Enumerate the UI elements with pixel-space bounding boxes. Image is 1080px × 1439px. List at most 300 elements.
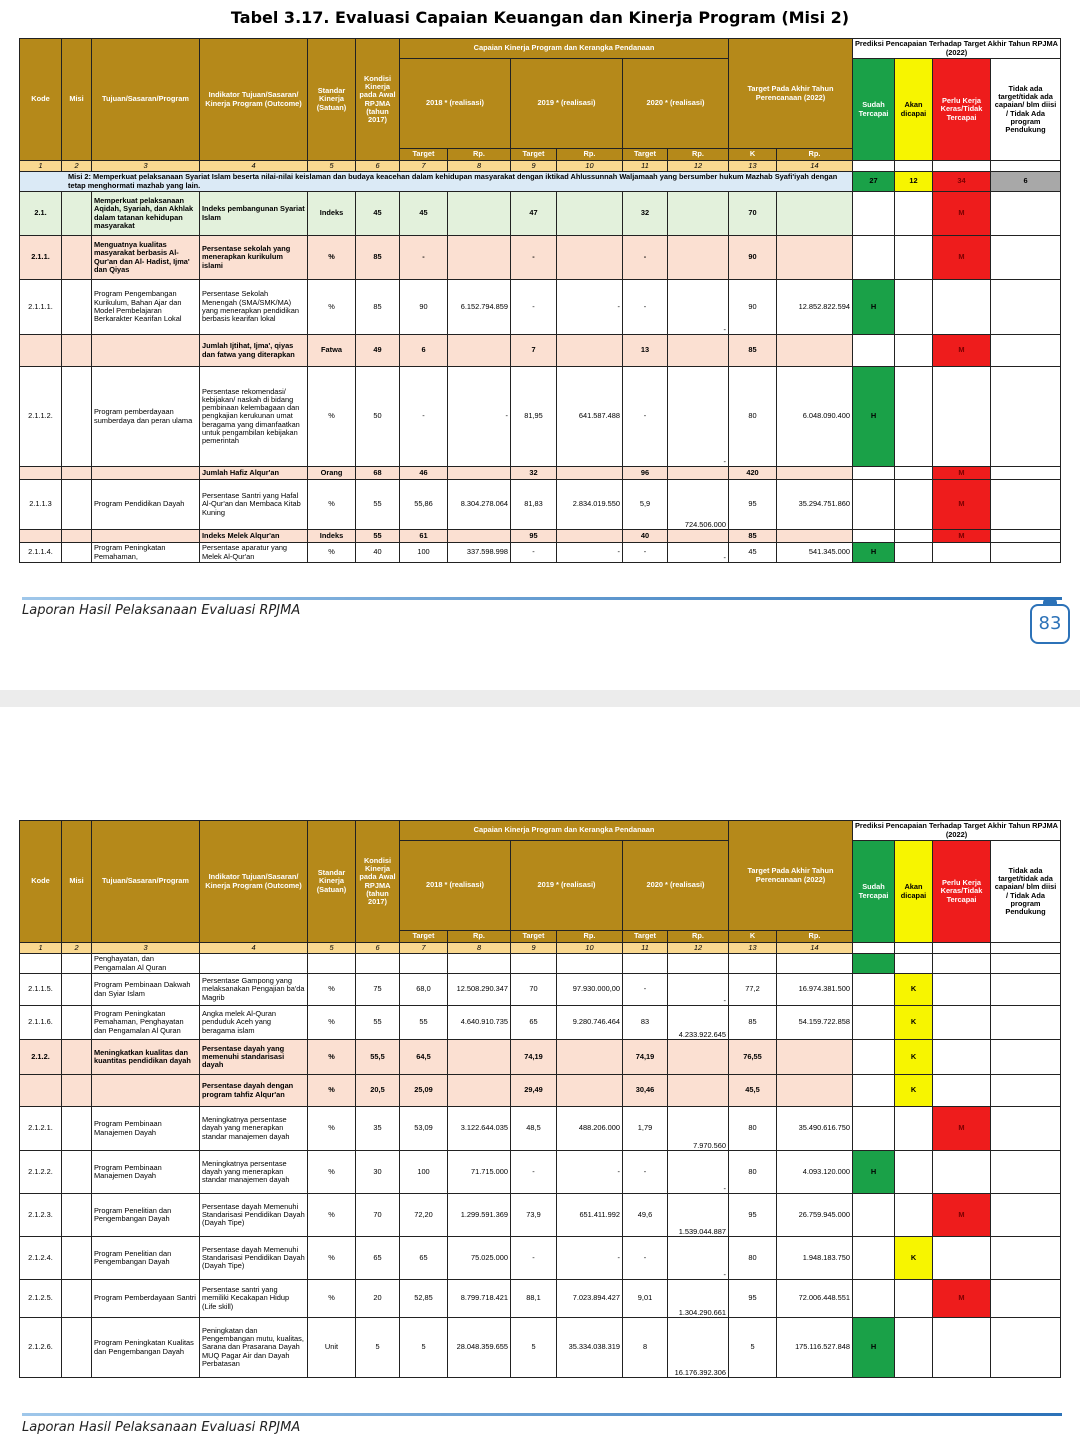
cell-target-2018: 5 [400, 1318, 448, 1378]
header-k: K [729, 931, 777, 943]
status-akan-dicapai [895, 236, 933, 280]
footer-text: Laporan Hasil Pelaksanaan Evaluasi RPJMA [22, 1420, 301, 1435]
cell-rp-2019: 7.023.894.427 [557, 1280, 623, 1318]
cell-target-akhir-rp [777, 192, 853, 236]
table-row [20, 1075, 1061, 1107]
status-akan-dicapai [895, 367, 933, 467]
status-perlu-kerja-keras: M [933, 192, 991, 236]
cell-tujuan: Program Peningkatan Pemahaman, [92, 543, 200, 563]
cell-indikator: Peningkatan dan Pengembangan mutu, kualitas, Sarana dan Prasarana Dayah MUQ Pagar Air dan Dayah Perbatasan [200, 1318, 308, 1378]
cell-target-akhir-rp [777, 236, 853, 280]
cell-rp-2020: 16.176.392.306 [668, 1318, 729, 1378]
status-akan-dicapai [895, 1107, 933, 1151]
cell-target-2019: 7 [511, 335, 557, 367]
cell-target-2020 [623, 954, 668, 974]
cell-indikator: Persentase dayah Memenuhi Standarisasi Pendidikan Dayah (Dayah Tipe) [200, 1194, 308, 1237]
cell-tujuan: Program Pembinaan Manajemen Dayah [92, 1151, 200, 1194]
cell-kondisi-awal: 85 [356, 280, 400, 335]
cell-target-akhir-k: 45,5 [729, 1075, 777, 1107]
column-number: 14 [777, 943, 853, 954]
status-sudah-tercapai [853, 192, 895, 236]
status-sudah-tercapai [853, 1040, 895, 1075]
status-akan-dicapai [895, 1280, 933, 1318]
cell-target-2019: 65 [511, 1006, 557, 1040]
cell-target-akhir-k: 80 [729, 367, 777, 467]
column-number-blank [895, 943, 933, 954]
cell-tujuan: Memperkuat pelaksanaan Aqidah, Syariah, dan Akhlak dalam tatanan kehidupan masyarakat [92, 192, 200, 236]
cell-tujuan: Program Pengembangan Kurikulum, Bahan Ajar dan Model Pembelajaran Berkarakter Kearifan Lokal [92, 280, 200, 335]
cell-rp-2018: 3.122.644.035 [448, 1107, 511, 1151]
cell-target-akhir-k: 85 [729, 1006, 777, 1040]
table-row [20, 1107, 1061, 1151]
evaluation-table-part-2 [19, 820, 1061, 1378]
cell-target-2020: 5,9 [623, 480, 668, 530]
header-perlu-kerja-keras: Perlu Kerja Keras/Tidak Tercapai [933, 59, 991, 161]
header-perlu-kerja-keras: Perlu Kerja Keras/Tidak Tercapai [933, 841, 991, 943]
cell-target-2018: 64,5 [400, 1040, 448, 1075]
cell-kode: 2.1.2. [20, 1040, 62, 1075]
cell-target-2020: 83 [623, 1006, 668, 1040]
status-tidak-ada [991, 1006, 1061, 1040]
cell-target-2020: 40 [623, 530, 668, 543]
cell-tujuan: Program Peningkatan Pemahaman, Penghayatan dan Pengamalan Al Quran [92, 1006, 200, 1040]
cell-target-akhir-rp: 54.159.722.858 [777, 1006, 853, 1040]
cell-kode: 2.1.1.1. [20, 280, 62, 335]
cell-target-2018: 6 [400, 335, 448, 367]
cell-satuan: % [308, 543, 356, 563]
status-sudah-tercapai [853, 1107, 895, 1151]
cell-indikator: Meningkatnya persentase dayah yang menerapkan standar manajemen dayah [200, 1107, 308, 1151]
cell-misi [62, 1280, 92, 1318]
status-perlu-kerja-keras [933, 367, 991, 467]
cell-kode [20, 954, 62, 974]
cell-target-2020: 96 [623, 467, 668, 480]
cell-indikator: Persentase rekomendasi/ kebijakan/ naskah di bidang pembinaan kelembagaan dan pengkajian kerukunan umat beragama yang dimanfaatkan untuk pengambilan kebijakan pemerintah [200, 367, 308, 467]
table-row [20, 280, 1061, 335]
header-prediksi: Prediksi Pencapaian Terhadap Target Akhir Tahun RPJMA (2022) [853, 821, 1061, 841]
column-number-blank [853, 161, 895, 172]
status-sudah-tercapai [853, 1237, 895, 1280]
cell-target-2018: 68,0 [400, 974, 448, 1006]
cell-target-2019: 47 [511, 192, 557, 236]
misi-2-statement: Misi 2: Memperkuat pelaksanaan Syariat Islam beserta nilai-nilai keislaman dan budaya keacehan dalam kehidupan masyarakat dengan iktikad Ahlussunnah Waljamaah yang bersumber hukum Mazhab Syafi'iyah dengan tetap menghormati mazhab yang lain. [20, 172, 853, 192]
status-perlu-kerja-keras: M [933, 1280, 991, 1318]
cell-target-2018: 52,85 [400, 1280, 448, 1318]
count-perlu-kerja-keras: 34 [933, 172, 991, 192]
cell-kondisi-awal: 35 [356, 1107, 400, 1151]
cell-rp-2018: 71.715.000 [448, 1151, 511, 1194]
cell-rp-2020 [668, 1040, 729, 1075]
column-number: 2 [62, 943, 92, 954]
cell-rp-2020 [668, 192, 729, 236]
column-number: 3 [92, 943, 200, 954]
header-2018: 2018 * (realisasi) [400, 59, 511, 149]
cell-target-2018 [400, 954, 448, 974]
header-2020: 2020 * (realisasi) [623, 59, 729, 149]
cell-target-2019: 81,83 [511, 480, 557, 530]
page-number: 83 [1030, 604, 1070, 644]
header-2019: 2019 * (realisasi) [511, 841, 623, 931]
column-number: 8 [448, 943, 511, 954]
cell-kode: 2.1.1.2. [20, 367, 62, 467]
cell-kode [20, 530, 62, 543]
cell-rp-2019 [557, 1040, 623, 1075]
cell-target-2020: - [623, 974, 668, 1006]
table-row [20, 974, 1061, 1006]
cell-rp-2018 [448, 954, 511, 974]
cell-kode: 2.1.1. [20, 236, 62, 280]
cell-misi [62, 1237, 92, 1280]
header-rp: Rp. [448, 149, 511, 161]
cell-target-akhir-k: 95 [729, 480, 777, 530]
column-number-blank [895, 161, 933, 172]
cell-rp-2020: 1.539.044.887 [668, 1194, 729, 1237]
status-tidak-ada [991, 1151, 1061, 1194]
cell-target-akhir-rp: 175.116.527.848 [777, 1318, 853, 1378]
column-number: 4 [200, 161, 308, 172]
column-number-blank [853, 943, 895, 954]
cell-target-2018: 72,20 [400, 1194, 448, 1237]
status-tidak-ada [991, 467, 1061, 480]
footer-line [22, 1413, 1062, 1416]
cell-misi [62, 974, 92, 1006]
cell-target-akhir-k: 45 [729, 543, 777, 563]
header-target-akhir: Target Pada Akhir Tahun Perencanaan (2022) [729, 821, 853, 931]
cell-target-2019 [511, 954, 557, 974]
status-tidak-ada [991, 1194, 1061, 1237]
cell-rp-2019: - [557, 543, 623, 563]
cell-satuan: % [308, 1194, 356, 1237]
cell-kode: 2.1.2.1. [20, 1107, 62, 1151]
status-akan-dicapai [895, 954, 933, 974]
footer-text: Laporan Hasil Pelaksanaan Evaluasi RPJMA [22, 603, 301, 618]
cell-target-2020: - [623, 1151, 668, 1194]
column-number: 5 [308, 161, 356, 172]
header-capaian: Capaian Kinerja Program dan Kerangka Pendanaan [400, 821, 729, 841]
cell-misi [62, 530, 92, 543]
cell-tujuan: Program Pendidikan Dayah [92, 480, 200, 530]
table-row [20, 335, 1061, 367]
cell-target-2019: 70 [511, 974, 557, 1006]
status-akan-dicapai: K [895, 1237, 933, 1280]
status-sudah-tercapai: H [853, 280, 895, 335]
column-number: 5 [308, 943, 356, 954]
column-number-blank [991, 161, 1061, 172]
cell-misi [62, 1151, 92, 1194]
cell-indikator: Persentase dayah dengan program tahfiz Alqur'an [200, 1075, 308, 1107]
cell-tujuan: Meningkatkan kualitas dan kuantitas pendidikan dayah [92, 1040, 200, 1075]
cell-rp-2020: - [668, 974, 729, 1006]
evaluation-table-part-1 [19, 38, 1061, 563]
cell-kondisi-awal: 45 [356, 192, 400, 236]
status-sudah-tercapai [853, 954, 895, 974]
status-tidak-ada [991, 1318, 1061, 1378]
status-tidak-ada [991, 1075, 1061, 1107]
cell-target-2019: 88,1 [511, 1280, 557, 1318]
cell-rp-2018 [448, 192, 511, 236]
table-row [20, 1006, 1061, 1040]
cell-rp-2018 [448, 530, 511, 543]
column-number: 10 [557, 943, 623, 954]
cell-kode: 2.1.2.2. [20, 1151, 62, 1194]
cell-indikator: Persentase dayah yang memenuhi standarisasi dayah [200, 1040, 308, 1075]
header-target-akhir: Target Pada Akhir Tahun Perencanaan (2022) [729, 39, 853, 149]
cell-target-akhir-k: 76,55 [729, 1040, 777, 1075]
cell-target-2020: - [623, 367, 668, 467]
table-row [20, 467, 1061, 480]
status-sudah-tercapai [853, 1194, 895, 1237]
cell-target-akhir-k: 90 [729, 280, 777, 335]
column-number: 4 [200, 943, 308, 954]
cell-satuan: % [308, 480, 356, 530]
table-row [20, 480, 1061, 530]
status-akan-dicapai [895, 192, 933, 236]
cell-rp-2019 [557, 530, 623, 543]
cell-kondisi-awal: 75 [356, 974, 400, 1006]
cell-target-2019: - [511, 1237, 557, 1280]
header-target: Target [511, 149, 557, 161]
status-tidak-ada [991, 236, 1061, 280]
header-rp: Rp. [668, 149, 729, 161]
header-tidak-ada: Tidak ada target/tidak ada capaian/ blm diisi / Tidak Ada program Pendukung [991, 59, 1061, 161]
column-number: 12 [668, 161, 729, 172]
cell-satuan: % [308, 1107, 356, 1151]
cell-kondisi-awal: 55 [356, 480, 400, 530]
status-sudah-tercapai [853, 467, 895, 480]
cell-tujuan: Program Pembinaan Manajemen Dayah [92, 1107, 200, 1151]
cell-target-2019: 48,5 [511, 1107, 557, 1151]
header-rp: Rp. [777, 931, 853, 943]
status-tidak-ada [991, 367, 1061, 467]
status-akan-dicapai: K [895, 974, 933, 1006]
header-kondisi: Kondisi Kinerja pada Awal RPJMA (tahun 2017) [356, 821, 400, 943]
status-tidak-ada [991, 543, 1061, 563]
cell-kondisi-awal: 49 [356, 335, 400, 367]
header-target: Target [400, 931, 448, 943]
cell-misi [62, 1040, 92, 1075]
status-sudah-tercapai [853, 236, 895, 280]
cell-tujuan: Program Penelitian dan Pengembangan Dayah [92, 1237, 200, 1280]
cell-misi [62, 1006, 92, 1040]
cell-rp-2020: - [668, 543, 729, 563]
header-target: Target [623, 149, 668, 161]
cell-kondisi-awal: 85 [356, 236, 400, 280]
cell-kode: 2.1.2.6. [20, 1318, 62, 1378]
count-akan-dicapai: 12 [895, 172, 933, 192]
cell-tujuan [92, 530, 200, 543]
cell-indikator: Jumlah Hafiz Alqur'an [200, 467, 308, 480]
cell-rp-2020: 4.233.922.645 [668, 1006, 729, 1040]
status-akan-dicapai [895, 1151, 933, 1194]
count-sudah-tercapai: 27 [853, 172, 895, 192]
cell-satuan: Indeks [308, 192, 356, 236]
cell-target-akhir-k: 70 [729, 192, 777, 236]
cell-rp-2018 [448, 335, 511, 367]
cell-tujuan: Program Pembinaan Dakwah dan Syiar Islam [92, 974, 200, 1006]
column-number: 13 [729, 943, 777, 954]
cell-indikator: Meningkatnya persentase dayah yang menerapkan standar manajemen dayah [200, 1151, 308, 1194]
cell-rp-2020 [668, 335, 729, 367]
status-perlu-kerja-keras [933, 1006, 991, 1040]
status-akan-dicapai: K [895, 1006, 933, 1040]
status-sudah-tercapai [853, 1006, 895, 1040]
cell-target-akhir-rp: 26.759.945.000 [777, 1194, 853, 1237]
cell-target-akhir-k: 90 [729, 236, 777, 280]
cell-tujuan: Program pemberdayaan sumberdaya dan peran ulama [92, 367, 200, 467]
table-row [20, 1280, 1061, 1318]
column-number: 1 [20, 161, 62, 172]
header-kondisi: Kondisi Kinerja pada Awal RPJMA (tahun 2017) [356, 39, 400, 161]
status-tidak-ada [991, 335, 1061, 367]
cell-satuan: Indeks [308, 530, 356, 543]
cell-rp-2020: - [668, 1151, 729, 1194]
cell-tujuan: Program Pemberdayaan Santri [92, 1280, 200, 1318]
status-perlu-kerja-keras [933, 1237, 991, 1280]
cell-tujuan: Program Peningkatan Kualitas dan Pengembangan Dayah [92, 1318, 200, 1378]
header-tidak-ada: Tidak ada target/tidak ada capaian/ blm diisi / Tidak Ada program Pendukung [991, 841, 1061, 943]
column-number: 11 [623, 943, 668, 954]
cell-rp-2020 [668, 467, 729, 480]
cell-target-2018: 65 [400, 1237, 448, 1280]
status-perlu-kerja-keras [933, 1075, 991, 1107]
column-number: 6 [356, 161, 400, 172]
cell-tujuan: Menguatnya kualitas masyarakat berbasis Al-Qur'an dan Al- Hadist, Ijma' dan Qiyas [92, 236, 200, 280]
cell-satuan: Unit [308, 1318, 356, 1378]
page-83 [0, 0, 1080, 690]
cell-target-2020: 74,19 [623, 1040, 668, 1075]
status-sudah-tercapai [853, 480, 895, 530]
status-tidak-ada [991, 530, 1061, 543]
cell-rp-2019 [557, 236, 623, 280]
cell-satuan: % [308, 1075, 356, 1107]
column-number: 7 [400, 943, 448, 954]
header-rp: Rp. [448, 931, 511, 943]
cell-satuan: % [308, 1040, 356, 1075]
status-tidak-ada [991, 974, 1061, 1006]
header-rp: Rp. [777, 149, 853, 161]
column-number: 11 [623, 161, 668, 172]
cell-misi [62, 367, 92, 467]
column-number: 7 [400, 161, 448, 172]
status-akan-dicapai [895, 1318, 933, 1378]
cell-misi [62, 543, 92, 563]
cell-rp-2019 [557, 192, 623, 236]
cell-rp-2020: - [668, 367, 729, 467]
cell-target-akhir-rp: 1.948.183.750 [777, 1237, 853, 1280]
status-akan-dicapai [895, 335, 933, 367]
table-row [20, 954, 1061, 974]
header-indikator: Indikator Tujuan/Sasaran/ Kinerja Program (Outcome) [200, 39, 308, 161]
table-row [20, 1318, 1061, 1378]
cell-target-akhir-rp: 16.974.381.500 [777, 974, 853, 1006]
status-sudah-tercapai [853, 1075, 895, 1107]
cell-target-2018: - [400, 367, 448, 467]
cell-rp-2019: - [557, 1151, 623, 1194]
cell-rp-2018: 337.598.998 [448, 543, 511, 563]
cell-target-akhir-k: 95 [729, 1280, 777, 1318]
cell-indikator: Persentase Sekolah Menengah (SMA/SMK/MA) yang menerapkan pendidikan berbasis kearifan lokal [200, 280, 308, 335]
status-perlu-kerja-keras: M [933, 530, 991, 543]
header-target: Target [400, 149, 448, 161]
status-sudah-tercapai [853, 974, 895, 1006]
column-number: 2 [62, 161, 92, 172]
cell-target-2018: 55,86 [400, 480, 448, 530]
table-row [20, 236, 1061, 280]
status-perlu-kerja-keras: M [933, 480, 991, 530]
cell-satuan: Fatwa [308, 335, 356, 367]
cell-target-2020: 30,46 [623, 1075, 668, 1107]
cell-indikator: Persentase dayah Memenuhi Standarisasi Pendidikan Dayah (Dayah Tipe) [200, 1237, 308, 1280]
header-2018: 2018 * (realisasi) [400, 841, 511, 931]
header-capaian: Capaian Kinerja Program dan Kerangka Pendanaan [400, 39, 729, 59]
cell-target-2019: 74,19 [511, 1040, 557, 1075]
cell-misi [62, 467, 92, 480]
header-sudah-tercapai: Sudah Tercapai [853, 841, 895, 943]
cell-misi [62, 192, 92, 236]
cell-rp-2018 [448, 236, 511, 280]
cell-rp-2020: - [668, 1237, 729, 1280]
status-akan-dicapai [895, 280, 933, 335]
cell-satuan: % [308, 1006, 356, 1040]
count-tidak-ada: 6 [991, 172, 1061, 192]
cell-indikator: Jumlah Ijtihat, Ijma', qiyas dan fatwa yang diterapkan [200, 335, 308, 367]
cell-indikator: Persentase sekolah yang menerapkan kurikulum islami [200, 236, 308, 280]
status-perlu-kerja-keras: M [933, 1194, 991, 1237]
status-sudah-tercapai: H [853, 543, 895, 563]
cell-misi [62, 1107, 92, 1151]
status-akan-dicapai: K [895, 1040, 933, 1075]
cell-rp-2019 [557, 335, 623, 367]
cell-kode: 2.1.1.6. [20, 1006, 62, 1040]
cell-satuan: % [308, 1237, 356, 1280]
status-akan-dicapai [895, 543, 933, 563]
column-number: 9 [511, 161, 557, 172]
status-perlu-kerja-keras: M [933, 236, 991, 280]
cell-rp-2018: 8.799.718.421 [448, 1280, 511, 1318]
cell-tujuan [92, 335, 200, 367]
cell-target-2020: 8 [623, 1318, 668, 1378]
cell-misi [62, 1075, 92, 1107]
cell-kondisi-awal: 30 [356, 1151, 400, 1194]
cell-target-akhir-rp: 35.490.616.750 [777, 1107, 853, 1151]
cell-kode: 2.1.2.3. [20, 1194, 62, 1237]
cell-rp-2019: 2.834.019.550 [557, 480, 623, 530]
cell-target-2019: 5 [511, 1318, 557, 1378]
status-akan-dicapai [895, 480, 933, 530]
cell-target-akhir-k: 80 [729, 1151, 777, 1194]
cell-rp-2020: 7.970.560 [668, 1107, 729, 1151]
cell-satuan: % [308, 1280, 356, 1318]
cell-rp-2019: - [557, 280, 623, 335]
cell-target-2018: 45 [400, 192, 448, 236]
status-akan-dicapai [895, 1194, 933, 1237]
status-sudah-tercapai [853, 530, 895, 543]
cell-rp-2018: 6.152.794.859 [448, 280, 511, 335]
status-perlu-kerja-keras [933, 1151, 991, 1194]
cell-target-akhir-rp: 72.006.448.551 [777, 1280, 853, 1318]
cell-rp-2018 [448, 467, 511, 480]
header-rp: Rp. [557, 149, 623, 161]
cell-satuan: % [308, 280, 356, 335]
column-number: 13 [729, 161, 777, 172]
cell-target-akhir-k: 85 [729, 530, 777, 543]
cell-target-akhir-rp: 35.294.751.860 [777, 480, 853, 530]
cell-kondisi-awal: 50 [356, 367, 400, 467]
cell-target-akhir-k: 80 [729, 1237, 777, 1280]
status-perlu-kerja-keras [933, 1318, 991, 1378]
cell-rp-2020 [668, 236, 729, 280]
cell-target-akhir-rp: 6.048.090.400 [777, 367, 853, 467]
